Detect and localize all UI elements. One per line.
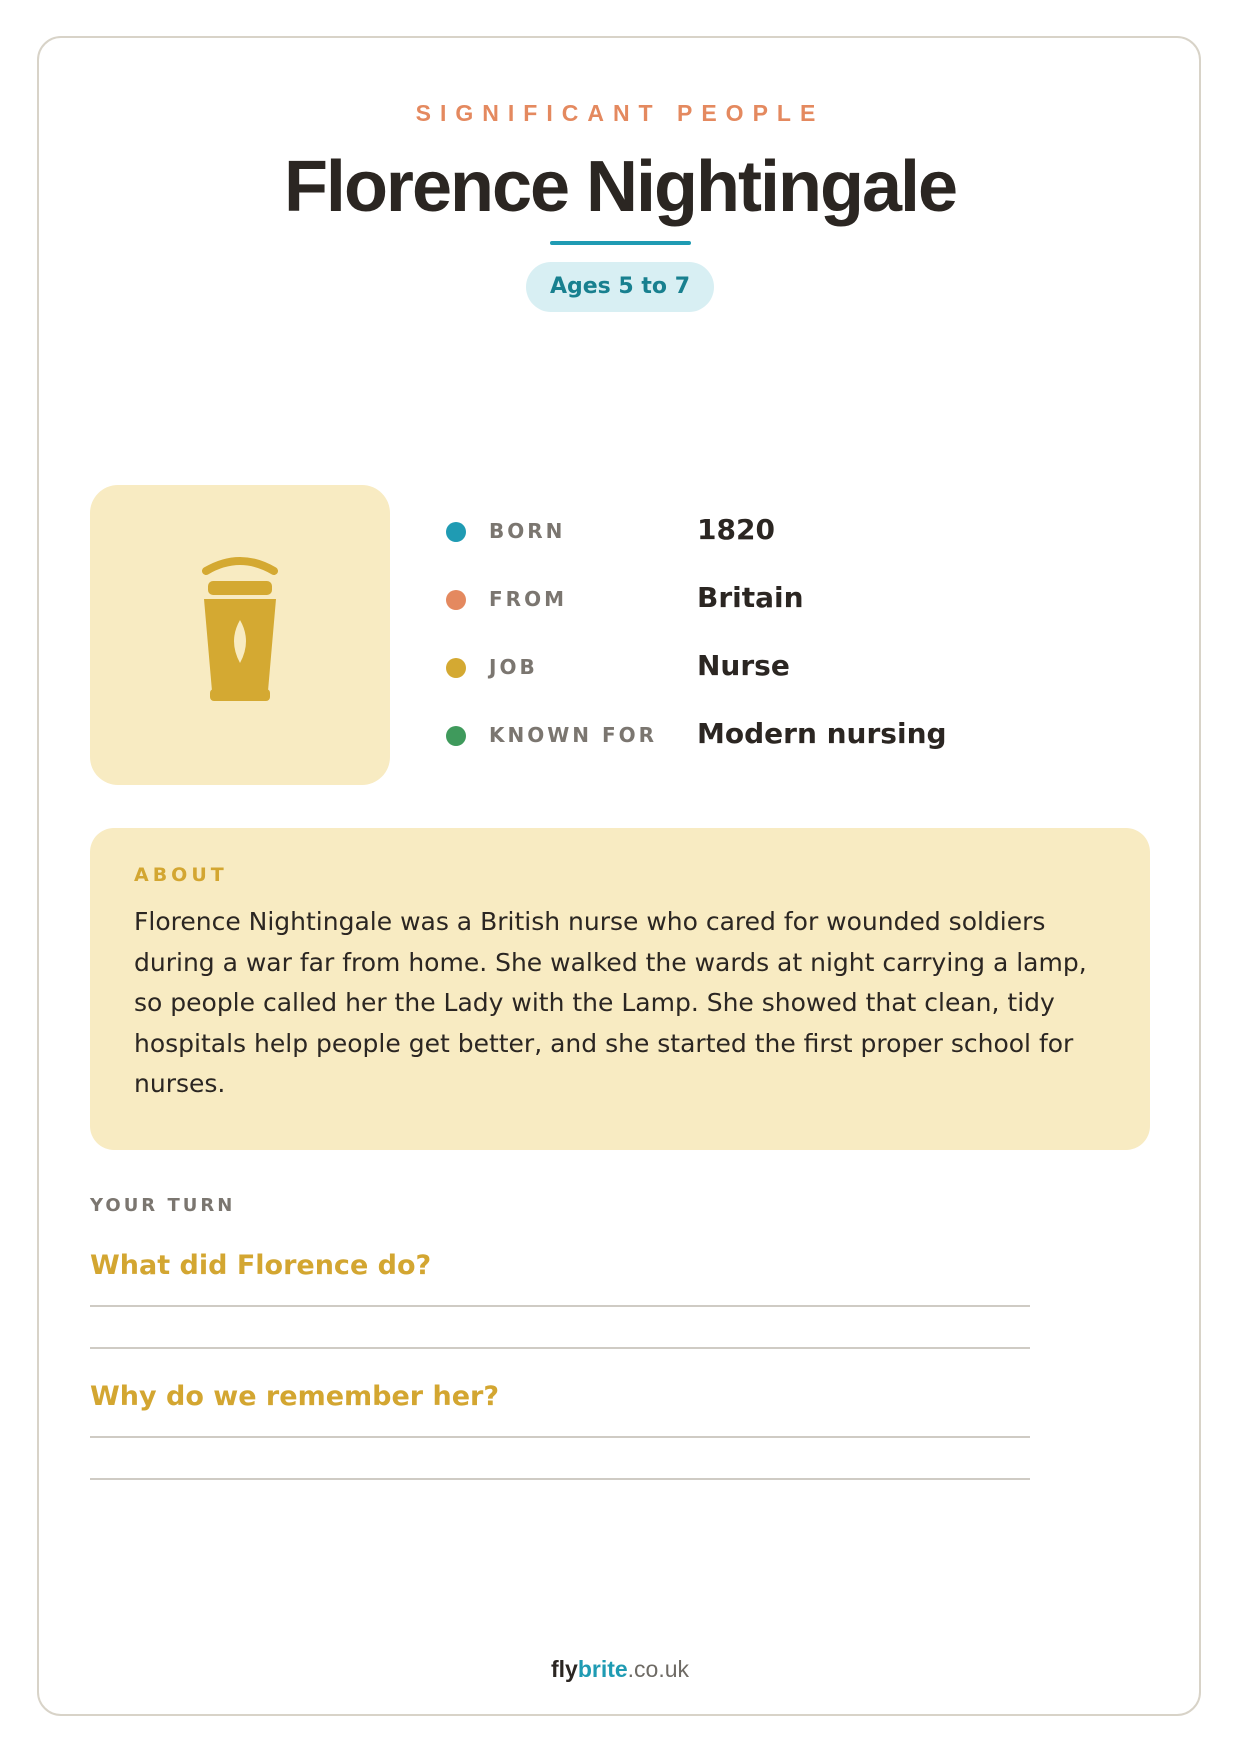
lamp-icon — [90, 485, 390, 785]
your-turn-label: YOUR TURN — [90, 1195, 236, 1216]
answer-line[interactable] — [90, 1347, 1030, 1349]
fact-from — [446, 573, 1146, 641]
age-range-badge: Ages 5 to 7 — [526, 262, 714, 312]
fact-dot — [446, 590, 466, 610]
question-2: Why do we remember her? — [90, 1381, 500, 1412]
fact-value: Nurse — [697, 649, 790, 682]
fact-label: BORN — [489, 519, 566, 543]
fact-label: FROM — [489, 587, 567, 611]
about-text: Florence Nightingale was a British nurse who cared for wounded soldiers during a war far from home. She walked the wards at night carrying a lamp, so people called her the Lady with the Lamp. She showed that clean, tidy hospitals help people get better, and she started the first proper school for nurses. — [134, 907, 1087, 1098]
title-underline — [550, 241, 691, 245]
about-panel — [90, 828, 1150, 1150]
icon-tile — [90, 485, 390, 785]
fact-known-for — [446, 709, 1146, 777]
fact-value: Britain — [697, 581, 804, 614]
fact-value: 1820 — [697, 513, 775, 546]
answer-line[interactable] — [90, 1478, 1030, 1480]
about-label: ABOUT — [134, 864, 228, 886]
facts-list — [446, 505, 1146, 777]
fact-label: KNOWN FOR — [489, 723, 658, 747]
fact-born — [446, 505, 1146, 573]
footer-brand — [0, 1656, 1240, 1683]
brand-name-part: fly — [550, 1656, 578, 1682]
fact-dot — [446, 658, 466, 678]
fact-job — [446, 641, 1146, 709]
fact-dot — [446, 522, 466, 542]
fact-label: JOB — [489, 655, 538, 679]
answer-line[interactable] — [90, 1436, 1030, 1438]
section-eyebrow: SIGNIFICANT PEOPLE — [415, 100, 825, 126]
brand-name-accent: brite — [577, 1656, 628, 1682]
brand-domain: .co.uk — [627, 1656, 690, 1682]
question-1: What did Florence do? — [90, 1250, 432, 1281]
fact-dot — [446, 726, 466, 746]
fact-value: Modern nursing — [697, 717, 947, 750]
page-title: Florence Nightingale — [283, 147, 957, 227]
answer-line[interactable] — [90, 1305, 1030, 1307]
